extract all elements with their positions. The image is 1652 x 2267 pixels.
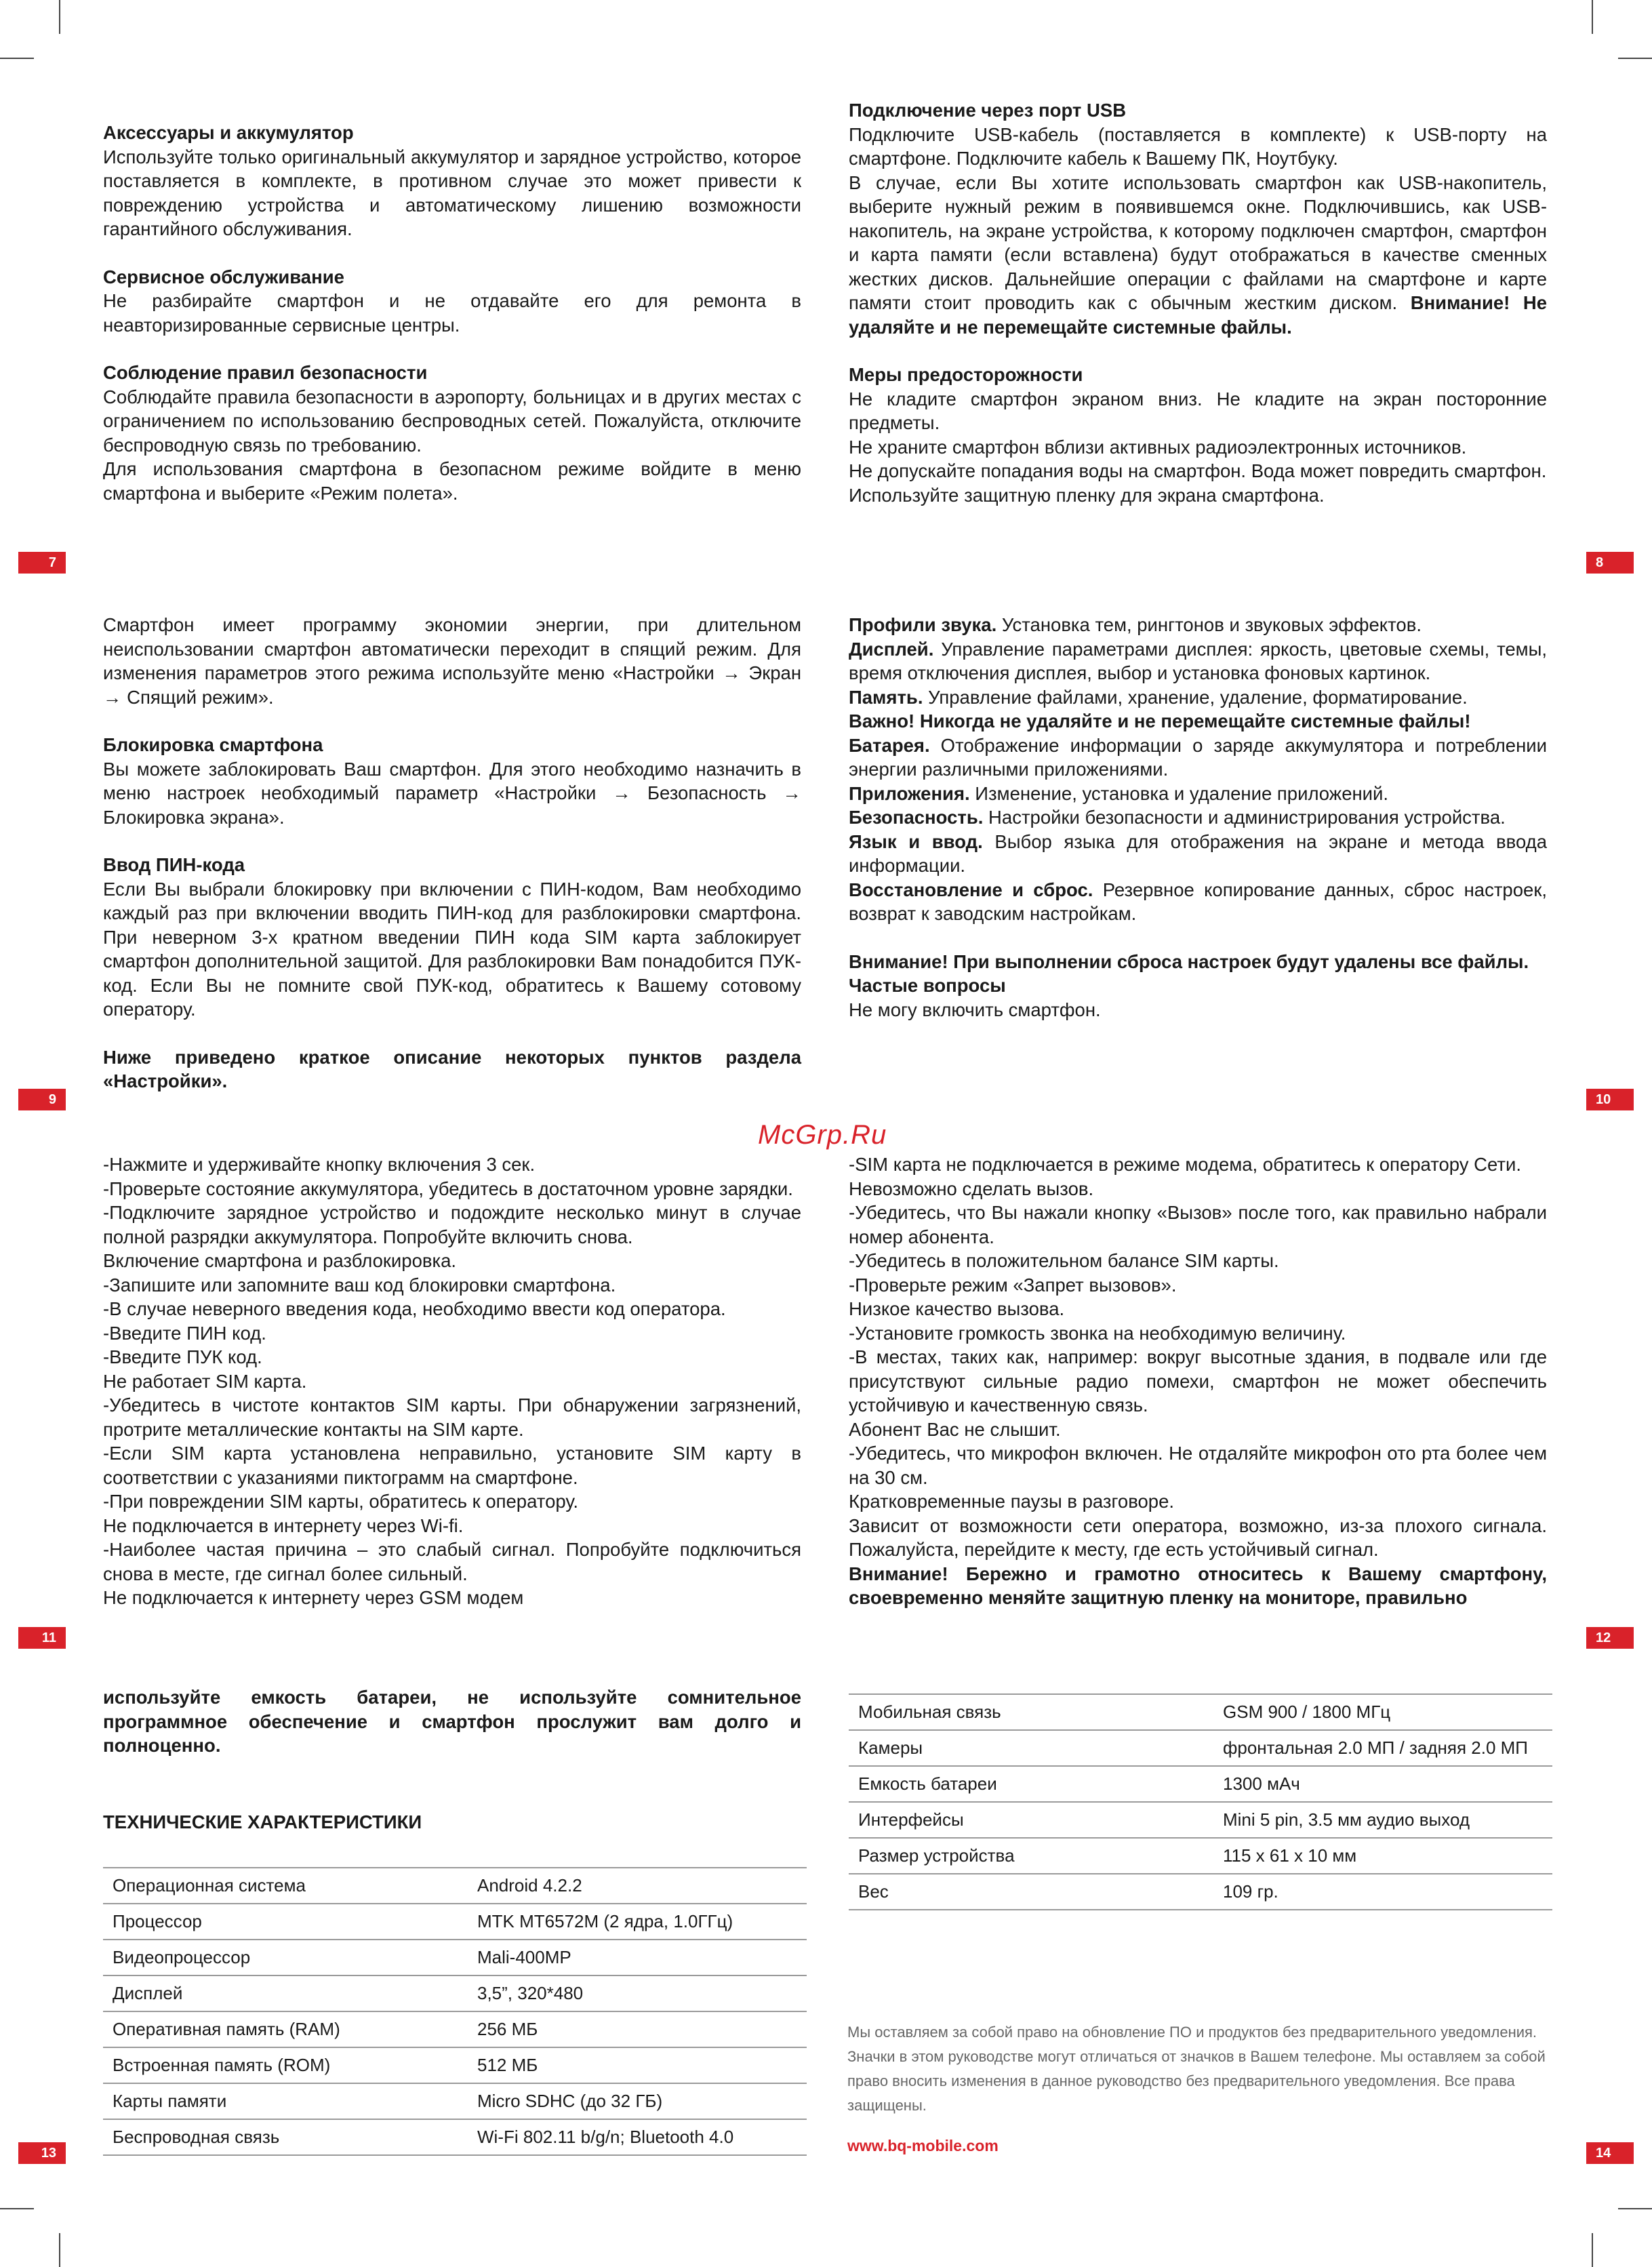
paragraph: Не храните смартфон вблизи активных радиоэлектронных источников.	[849, 436, 1467, 458]
item-label: Дисплей.	[849, 638, 934, 660]
list-item: -Проверьте состояние аккумулятора, убедитесь в достаточном уровне зарядки.	[103, 1178, 793, 1199]
paragraph: Используйте защитную пленку для экрана смартфона.	[849, 484, 1325, 506]
table-row	[849, 1874, 1552, 1910]
spec-value: Android 4.2.2	[468, 1868, 807, 1904]
spec-table-2	[849, 1693, 1552, 1910]
item-text: Резервное копирование данных, сброс настроек, возврат к заводским настройкам.	[849, 879, 1547, 924]
list-item	[849, 734, 1547, 782]
spec-value: Mini 5 pin, 3.5 мм аудио выход	[1213, 1802, 1552, 1838]
paragraph: Соблюдайте правила безопасности в аэропорту, больницах и в других местах с ограничением по использованию беспроводных сетей. Пожалуйста, отключите беспроводную связь по требованию.	[103, 386, 801, 456]
spec-key: Встроенная память (ROM)	[103, 2047, 468, 2083]
warning-text: Внимание! При выполнении сброса настроек будут удалены все файлы.	[849, 950, 1529, 972]
item-label: Профили звука.	[849, 614, 997, 635]
paragraph: Не допускайте попадания воды на смартфон. Вода может повредить смартфон.	[849, 460, 1547, 481]
section-title: Аксессуары и аккумулятор	[103, 122, 354, 143]
table-row	[849, 1730, 1552, 1766]
page-10	[849, 613, 1547, 1022]
spec-key: Карты памяти	[103, 2083, 468, 2119]
page-11	[103, 1152, 801, 1610]
table-row	[103, 1868, 807, 1904]
list-item: -Запишите или запомните ваш код блокировки смартфона.	[103, 1274, 616, 1296]
legal-notice: Мы оставляем за собой право на обновление ПО и продуктов без предварительного уведомления. Значки в этом руководстве могут отличаться от значков в Вашем телефоне. Мы оставляем за собой право вносить изменения в данное руководство без предварительного уведомления. Все права защищены.	[847, 2024, 1546, 2114]
list-item: -Проверьте режим «Запрет вызовов».	[849, 1274, 1177, 1296]
paragraph: Для использования смартфона в безопасном режиме войдите в меню смартфона и выберите «Режим полета».	[103, 458, 801, 504]
item-text: Выбор языка для отображения на экране и метода ввода информации.	[849, 830, 1547, 876]
table-row	[103, 1904, 807, 1940]
list-item	[849, 805, 1547, 830]
spec-key: Процессор	[103, 1904, 468, 1940]
spec-key: Интерфейсы	[849, 1802, 1213, 1838]
paragraph-text: В случае, если Вы хотите использовать смартфон как USB-накопитель, выберите нужный режим в появившемся окне. Подключившись, как USB-накопитель, на экране устройства, к которому подключен смартфон, смартфон и карта памяти (если вставлена) будут отображаться в качестве сменных жестких дисков. Дальнейшие операции с файлами на смартфоне и карте памяти стоит проводить как с обычным жестким диском.	[849, 172, 1547, 313]
list-item: Не подключается в интернету через Wi-fi.	[103, 1514, 464, 1536]
page-number	[18, 1627, 66, 1649]
crop-mark	[1592, 2233, 1593, 2267]
item-label: Память.	[849, 686, 923, 708]
list-item: Включение смартфона и разблокировка.	[103, 1250, 457, 1271]
list-item: -Убедитесь, что Вы нажали кнопку «Вызов» после того, как правильно набрали номер абонента.	[849, 1202, 1547, 1247]
paragraph: Не могу включить смартфон.	[849, 999, 1101, 1020]
table-row	[103, 2047, 807, 2083]
page-number-text: 8	[1596, 555, 1604, 570]
paragraph: Если Вы выбрали блокировку при включении с ПИН-кодом, Вам необходимо каждый раз при включении вводить ПИН-код для разблокировки смартфона. При неверном 3-х кратном введении ПИН кода SIM карта заблокирует смартфон дополнительной защитой. Для разблокировки Вам понадобится ПУК-код. Если Вы не помните свой ПУК-код, обратитесь к Вашему сотовому оператору.	[103, 878, 801, 1020]
list-item: -Нажмите и удерживайте кнопку включения 3 сек.	[103, 1154, 536, 1175]
list-item	[849, 830, 1547, 878]
item-text: Установка тем, рингтонов и звуковых эффектов.	[996, 614, 1422, 635]
spec-value: GSM 900 / 1800 МГц	[1213, 1694, 1552, 1730]
table-row	[103, 2083, 807, 2119]
list-item: Зависит от возможности сети оператора, возможно, из-за плохого сигнала. Пожалуйста, перейдите к месту, где есть устойчивый сигнал.	[849, 1514, 1547, 1560]
spec-value: фронтальная 2.0 МП / задняя 2.0 МП	[1213, 1730, 1552, 1766]
list-item: Кратковременные паузы в разговоре.	[849, 1491, 1175, 1512]
list-item: -SIM карта не подключается в режиме модема, обратитесь к оператору Сети.	[849, 1154, 1522, 1175]
item-text: Управление параметрами дисплея: яркость, цветовые схемы, темы, время отключения дисплея, выбор и установка фоновых картинок.	[849, 638, 1547, 683]
item-text: Отображение информации о заряде аккумулятора и потреблении энергии различными приложениями.	[849, 734, 1547, 780]
page-number-text: 9	[48, 1092, 56, 1107]
paragraph: Используйте только оригинальный аккумулятор и зарядное устройство, которое поставляется в комплекте, в противном случае это может привести к повреждению устройства и автоматическому лишению возможности гарантийного обслуживания.	[103, 146, 801, 239]
item-text: Изменение, установка и удаление приложений.	[969, 782, 1389, 804]
crop-mark	[59, 0, 60, 34]
list-item	[849, 685, 1547, 710]
spec-value: 3,5”, 320*480	[468, 1975, 807, 2011]
paragraph	[849, 171, 1547, 340]
list-item: -Подключите зарядное устройство и подождите несколько минут в случае полной разрядки аккумулятора. Попробуйте включить снова.	[103, 1202, 801, 1247]
list-item: -Убедитесь, что микрофон включен. Не отдаляйте микрофон ото рта более чем на 30 см.	[849, 1443, 1547, 1488]
item-label: Приложения.	[849, 782, 970, 804]
spec-value: Micro SDHC (до 32 ГБ)	[468, 2083, 807, 2119]
spec-key: Беспроводная связь	[103, 2119, 468, 2155]
item-label: Язык и ввод.	[849, 830, 983, 852]
page-number	[1586, 2142, 1634, 2164]
section-title: Блокировка смартфона	[103, 734, 323, 755]
item-label: Безопасность.	[849, 807, 984, 828]
list-item: -Убедитесь в чистоте контактов SIM карты. При обнаружении загрязнений, протрите металлические контакты на SIM карте.	[103, 1395, 801, 1440]
table-row	[849, 1838, 1552, 1874]
paragraph: Не кладите смартфон экраном вниз. Не кладите на экран посторонние предметы.	[849, 388, 1547, 433]
warning-text: Внимание! Не удаляйте и не перемещайте системные файлы.	[849, 292, 1548, 338]
list-item: -В местах, таких как, например: вокруг высотные здания, в подвале или где присутствуют сильные радио помехи, смартфон не может обеспечить устойчивую и качественную связь.	[849, 1346, 1547, 1416]
list-item	[849, 878, 1547, 926]
table-row	[849, 1802, 1552, 1838]
page-13	[103, 1685, 801, 1758]
spec-key: Камеры	[849, 1730, 1213, 1766]
crop-mark	[0, 2208, 34, 2209]
section-title: Сервисное обслуживание	[103, 266, 344, 287]
list-item: Не работает SIM карта.	[103, 1370, 307, 1392]
spec-value: 1300 мАч	[1213, 1766, 1552, 1802]
section-title: Ниже приведено краткое описание некоторых пунктов раздела «Настройки».	[103, 1046, 801, 1091]
spec-value: 256 МБ	[468, 2011, 807, 2047]
website-link[interactable]: www.bq-mobile.com	[847, 2137, 999, 2154]
list-item: Не подключается к интернету через GSM модем	[103, 1587, 524, 1608]
list-item	[849, 782, 1547, 806]
list-item: -Установите громкость звонка на необходимую величину.	[849, 1322, 1346, 1344]
list-item: -Введите ПИН код.	[103, 1322, 266, 1344]
spec-value: MTK MT6572M (2 ядра, 1.0ГГц)	[468, 1904, 807, 1940]
spec-value: 109 гр.	[1213, 1874, 1552, 1910]
table-row	[103, 2119, 807, 2155]
paragraph: Смартфон имеет программу экономии энергии, при длительном неиспользовании смартфон автоматически переходит в спящий режим. Для изменения параметров этого режима используйте меню «Настройки → Экран → Спящий режим».	[103, 614, 801, 708]
item-label: Батарея.	[849, 734, 930, 756]
spec-key: Емкость батареи	[849, 1766, 1213, 1802]
paragraph: Не разбирайте смартфон и не отдавайте его для ремонта в неавторизированные сервисные центры.	[103, 290, 801, 336]
spec-value: Wi-Fi 802.11 b/g/n; Bluetooth 4.0	[468, 2119, 807, 2155]
page-number	[1586, 1089, 1634, 1110]
crop-mark	[1592, 0, 1593, 34]
table-row	[103, 2011, 807, 2047]
page-number-text: 10	[1596, 1092, 1611, 1107]
page-number	[1586, 552, 1634, 574]
section-title: Меры предосторожности	[849, 364, 1083, 385]
page-number-text: 11	[41, 1630, 56, 1645]
page-7	[103, 121, 801, 505]
section-title: Ввод ПИН-кода	[103, 854, 245, 875]
page-number	[18, 2142, 66, 2164]
warning-text-cont: используйте емкость батареи, не используйте сомнительное программное обеспечение и смартфон прослужит вам долго и полноценно.	[103, 1687, 801, 1756]
item-text: Настройки безопасности и администрирования устройства.	[983, 807, 1506, 828]
list-item: -При повреждении SIM карты, обратитесь к оператору.	[103, 1491, 578, 1512]
table-row	[849, 1766, 1552, 1802]
spec-key: Оперативная память (RAM)	[103, 2011, 468, 2047]
warning-text: Внимание! Бережно и грамотно относитесь к Вашему смартфону, своевременно меняйте защитную пленку на мониторе, правильно	[849, 1563, 1547, 1608]
list-item: Низкое качество вызова.	[849, 1298, 1065, 1319]
list-item: -Введите ПУК код.	[103, 1346, 262, 1367]
item-label: Восстановление и сброс.	[849, 879, 1093, 900]
table-row	[103, 1940, 807, 1975]
paragraph: Подключите USB-кабель (поставляется в комплекте) к USB-порту на смартфоне. Подключите кабель к Вашему ПК, Ноутбуку.	[849, 123, 1547, 169]
page-number	[1586, 1627, 1634, 1649]
page-12	[849, 1152, 1547, 1610]
list-item: -В случае неверного введения кода, необходимо ввести код оператора.	[103, 1298, 726, 1319]
list-item: -Если SIM карта установлена неправильно, установите SIM карту в соответствии с указаниями пиктограмм на смартфоне.	[103, 1443, 801, 1488]
page-8	[849, 98, 1547, 507]
page-number-text: 14	[1596, 2146, 1611, 2161]
table-row	[849, 1694, 1552, 1730]
crop-mark	[1618, 2208, 1652, 2209]
spec-value: Mali-400MP	[468, 1940, 807, 1975]
page-number-text: 13	[41, 2146, 56, 2161]
page-9	[103, 613, 801, 1094]
page-number	[18, 1089, 66, 1110]
list-item: Невозможно сделать вызов.	[849, 1178, 1094, 1199]
page-number-text: 7	[48, 555, 56, 570]
spec-value: 115 x 61 x 10 мм	[1213, 1838, 1552, 1874]
warning-text: Важно! Никогда не удаляйте и не перемещайте системные файлы!	[849, 710, 1471, 731]
section-title: Подключение через порт USB	[849, 100, 1127, 121]
item-text: Управление файлами, хранение, удаление, форматирование.	[923, 686, 1468, 708]
table-row	[103, 1975, 807, 2011]
page-number	[18, 552, 66, 574]
crop-mark	[1618, 58, 1652, 59]
section-title: Частые вопросы	[849, 975, 1006, 996]
spec-table-1	[103, 1867, 807, 2156]
list-item	[849, 613, 1547, 637]
spec-title: ТЕХНИЧЕСКИЕ ХАРАКТЕРИСТИКИ	[103, 1811, 422, 1832]
list-item	[849, 637, 1547, 685]
crop-mark	[0, 58, 34, 59]
list-item: -Наиболее частая причина – это слабый сигнал. Попробуйте подключиться снова в месте, где сигнал более сильный.	[103, 1539, 801, 1584]
list-item: Абонент Вас не слышит.	[849, 1418, 1061, 1440]
spec-value: 512 МБ	[468, 2047, 807, 2083]
list-item: -Убедитесь в положительном балансе SIM карты.	[849, 1250, 1279, 1271]
page-number-text: 12	[1596, 1630, 1611, 1645]
watermark: McGrp.Ru	[758, 1120, 887, 1150]
section-title: Соблюдение правил безопасности	[103, 362, 428, 383]
spec-key: Размер устройства	[849, 1838, 1213, 1874]
spec-key: Операционная система	[103, 1868, 468, 1904]
spec-key: Мобильная связь	[849, 1694, 1213, 1730]
paragraph: Вы можете заблокировать Ваш смартфон. Для этого необходимо назначить в меню настроек необходимый параметр «Настройки → Безопасность → Блокировка экрана».	[103, 758, 801, 828]
spec-key: Видеопроцессор	[103, 1940, 468, 1975]
crop-mark	[59, 2233, 60, 2267]
spec-key: Дисплей	[103, 1975, 468, 2011]
spec-key: Вес	[849, 1874, 1213, 1910]
